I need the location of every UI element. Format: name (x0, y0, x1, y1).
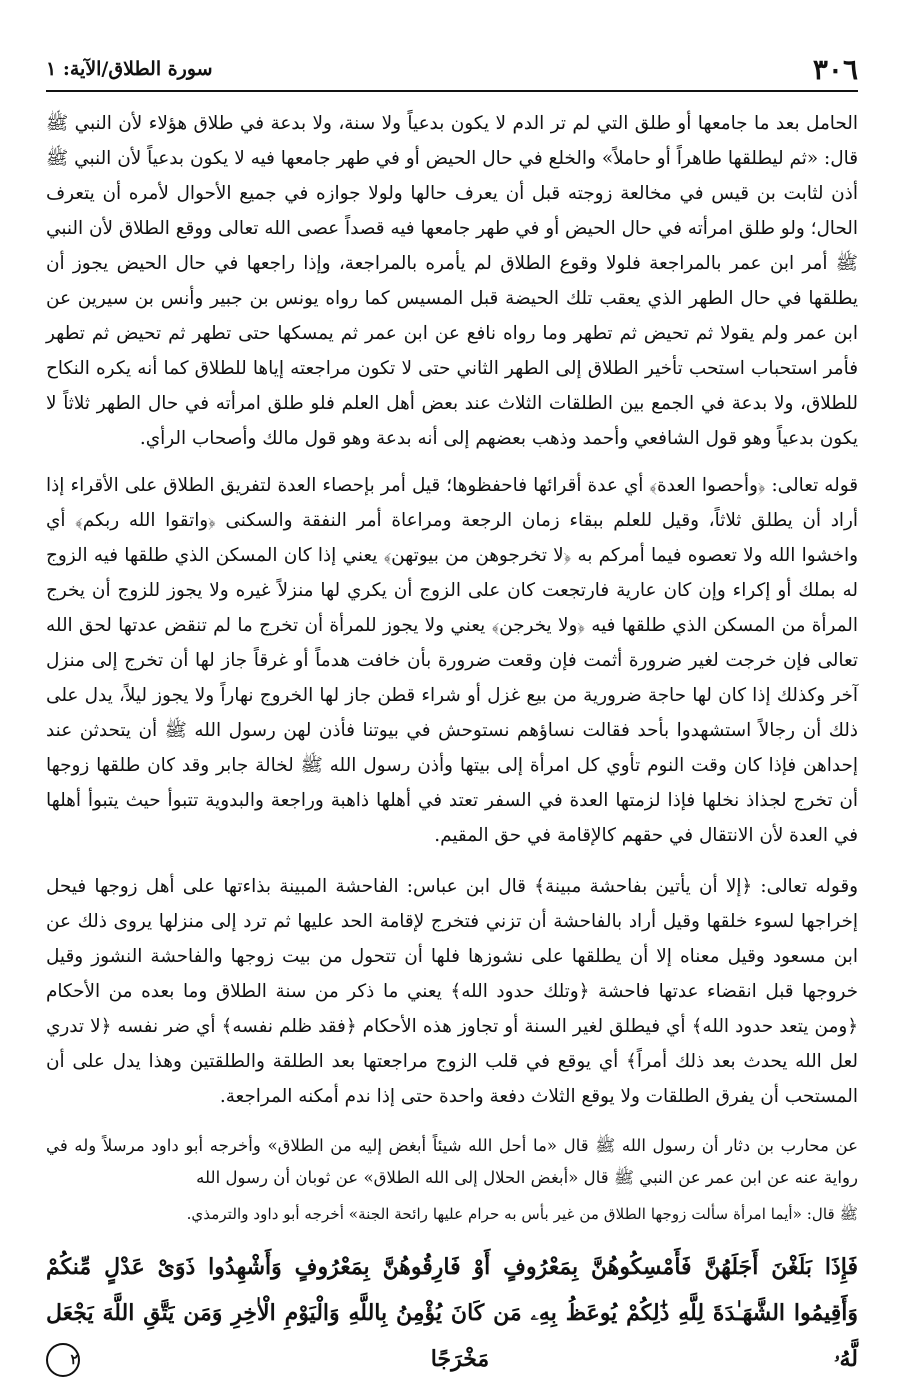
ayah-text: فَإِذَا بَلَغْنَ أَجَلَهُنَّ فَأَمْسِكُوهُنَّ بِمَعْرُوفٍ أَوْ فَارِقُوهُنَّ بِمَعْرُوفٍ وَأَشْهِدُوا ذَوَىْ عَدْلٍ مِّنكُمْ وَأَقِيمُوا الشَّهَـٰدَةَ لِلَّهِ ذَٰلِكُمْ يُوعَظُ بِهِۦ مَن كَانَ يُؤْمِنُ بِاللَّهِ وَالْيَوْمِ الْاٰخِرِ وَمَن يَتَّقِ اللَّهَ يَجْعَل لَّهُۥ مَخْرَجًا (46, 1254, 858, 1372)
page-header (46, 52, 858, 92)
quran-ayah (46, 1238, 858, 1382)
ayah-number-marker: ٢ (46, 1343, 80, 1377)
paragraph-fahisha: وقوله تعالى: ﴿إلا أن يأتين بفاحشة مبينة﴾ قال ابن عباس: الفاحشة المبينة بذاءتها على أهل زوجها فيحل إخراجها لسوء خلقها وقيل أراد بالفاحشة أن تزني فتخرج لإقامة الحد عليها ثم ترد إلى منزلها يروى ذلك عن ابن مسعود وقيل معناه إلا أن يطلقها على نشوزها فلها أن تتحول من بيت زوجها والفاحشة النشوز وقيل خروجها قبل انقضاء عدتها فاحشة ﴿وتلك حدود الله﴾ يعني ما ذكر من سنة الطلاق وما بعده من الأحكام ﴿ومن يتعد حدود الله﴾ أي فيطلق لغير السنة أو تجاوز هذه الأحكام ﴿فقد ظلم نفسه﴾ أي ضر نفسه ﴿لا تدري لعل الله يحدث بعد ذلك أمراً﴾ أي يوقع في قلب الزوج مراجعتها بعد الطلقة والطلقتين وهذا يدل على أن المستحب أن يفرق الطلقات ولا يوقع الثلاث دفعة واحدة حتى إذا ندم أمكنه المراجعة. (46, 876, 858, 1107)
paragraph-ihsa-iddah: قوله تعالى: ﴿وأحصوا العدة﴾ أي عدة أقرائها فاحفظوها؛ قيل أمر بإحصاء العدة لتفريق الطلاق على الأقراء إذا أراد أن يطلق ثلاثاً، وقيل للعلم ببقاء زمان الرجعة ومراعاة أمر النفقة والسكنى ﴿واتقوا الله ربكم﴾ أي واخشوا الله ولا تعصوه فيما أمركم به ﴿لا تخرجوهن من بيوتهن﴾ يعني إذا كان المسكن الذي طلقها فيه الزوج له بملك أو إكراء وإن كان عارية فارتجعت كان على الزوج أن يكري لها منزلاً غيره ولا يجوز للزوج أن يخرج المرأة من المسكن الذي طلقها فيه ﴿ولا يخرجن﴾ يعني ولا يجوز للمرأة أن تخرج ما لم تنقض عدتها لحق الله تعالى فإن خرجت لغير ضرورة أثمت فإن وقعت ضرورة بأن خافت هدماً أو غرقاً جاز لها أن تخرج إلى منزل آخر وكذلك إذا كان لها حاجة ضرورية من بيع غزل أو شراء قطن جاز لها الخروج نهاراً ولا يجوز ليلاً، يدل على ذلك أن رجالاً استشهدوا بأحد فقالت نساؤهم نستوحش في بيوتنا فأذن لهن رسول الله ﷺ أن يتحدثن عند إحداهن فإذا كان وقت النوم تأوي كل امرأة إلى بيتها وأذن رسول الله ﷺ لخالة جابر وقد كان طلقها زوجها أن تخرج لجذاذ نخلها فإذا لزمتها العدة في السفر تعتد في أهلها ذاهبة وراجعة والبدوية تتبوأ حيث يتبوأ أهلها في العدة لأن الانتقال في حقهم كالإقامة في حق المقيم. (46, 475, 858, 846)
surah-title: سورة الطلاق/الآية: ١ (46, 58, 213, 80)
tafsir-body (46, 106, 858, 1228)
paragraph-hadith: عن محارب بن دثار أن رسول الله ﷺ قال «ما أحل الله شيئاً أبغض إليه من الطلاق» وأخرجه أبو داود مرسلاً وله في رواية عنه عن ابن عمر عن النبي ﷺ قال «أبغض الحلال إلى الله الطلاق» عن ثوبان أن رسول الله (46, 1136, 858, 1187)
page-number: ٣٠٦ (812, 52, 858, 86)
paragraph-talaq-bidah: الحامل بعد ما جامعها أو طلق التي لم تر الدم لا يكون بدعياً ولا سنة، ولا بدعة في طلاق هؤلاء لأن النبي ﷺ قال: «ثم ليطلقها طاهراً أو حاملاً» والخلع في حال الحيض أو في طهر جامعها فيه لا يكون بدعياً لأن النبي ﷺ أذن لثابت بن قيس في مخالعة زوجته قبل أن يعرف حالها ولولا جوازه في جميع الأحوال لأمره أن يتعرف الحال؛ ولو طلق امرأته في حال الحيض أو في طهر جامعها فيه قصداً عصى الله تعالى ووقع الطلاق لأن النبي ﷺ أمر ابن عمر بالمراجعة فلولا وقوع الطلاق لم يأمره بالمراجعة، وإذا راجعها في حال الحيض يجوز أن يطلقها في حال الطهر الذي يعقب تلك الحيضة قبل المسيس كما رواه يونس بن جبير وأنس بن سيرين عن ابن عمر ولم يقولا ثم تحيض ثم تطهر وما رواه نافع عن ابن عمر ثم يمسكها حتى تطهر ثم تحيض ثم تطهر فأمر استحباب استحب تأخير الطلاق إلى الطهر الثاني حتى لا تكون مراجعته إياها للطلاق كما أنه يكره النكاح للطلاق، ولا بدعة في الجمع بين الطلقات الثلاث عند بعض أهل العلم فلو طلق امرأته في حال الطهر ثلاثاً لا يكون بدعياً وهو قول الشافعي وأحمد وذهب بعضهم إلى أنه بدعة وهو قول مالك وأصحاب الرأي. (46, 113, 858, 449)
hadith-note: ﷺ قال: «أيما امرأة سألت زوجها الطلاق من غير بأس به حرام عليها رائحة الجنة» أخرجه أبو داود والترمذي. (186, 1205, 858, 1223)
